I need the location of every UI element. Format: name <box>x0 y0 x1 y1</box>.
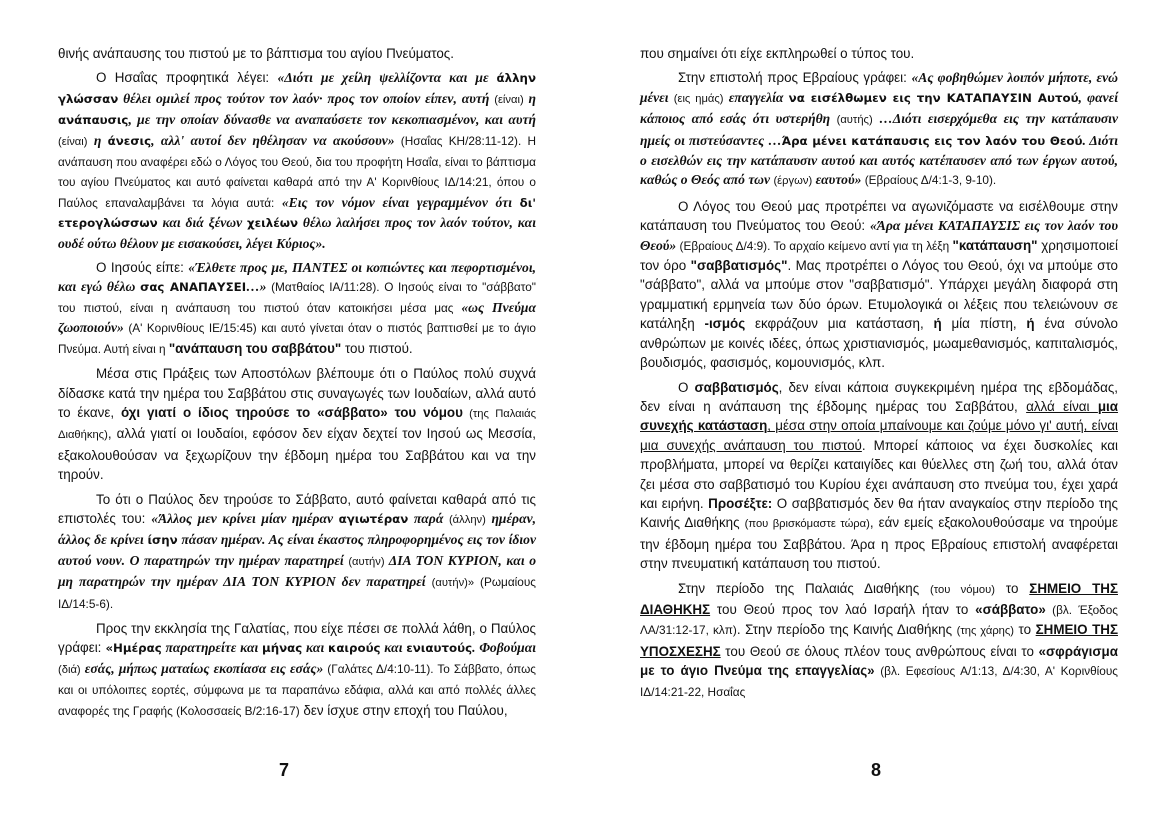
left-paragraph-2: Ο Ησαΐας προφητικά λέγει: «Διότι με χείλη ψελλίζοντα και με άλλην γλώσσαν θέλει ομιλεί προς τούτον τον λαόν· προς τον οποίον είπεν, αυτή (είναι) η ανάπαυσις, με την οποίαν δύνασθε να αναπαύσετε τον κεκοπιασμένον, και αυτή (είναι) η άνεσις, αλλ' αυτοί δεν ηθέλησαν να ακούσουν» (Ησαΐας ΚΗ/28:11-12). Η ανάπαυση που αναφέρει εδώ ο Λόγος του Θεού, δια του προφήτη Ησαΐα, είναι το βάπτισμα του αγίου Πνεύματος και αυτό φαίνεται καθαρά από την Α' Κορινθίους ΙΔ/14:21, όπου ο Παύλος επαναλαμβάνει τα λόγια αυτά: «Εις τον νόμον είναι γεγραμμένον ότι δι' ετερογλώσσων και διά ξένων χειλέων θέλω λαλήσει προς τον λαόν τούτον, και ουδέ ούτω θέλουν με εισακούσει, λέγει Κύριος». <box>58 70 537 251</box>
left-page <box>58 44 536 726</box>
right-page-number: 8 <box>871 760 882 780</box>
right-paragraph-1: που σημαίνει ότι είχε εκπληρωθεί ο τύπος του. <box>640 46 915 61</box>
right-paragraph-2: Στην επιστολή προς Εβραίους γράφει: «Ας φοβηθώμεν λοιπόν μήποτε, ενώ μένει (εις ημάς) επαγγελία να εισέλθωμεν εις την ΚΑΤΑΠΑΥΣΙΝ Αυτού, φανεί κάποιος από εσάς ότι υστερήθη (αυτής) …Διότι εισερχόμεθα εις την κατάπαυσιν ημείς οι πιστεύσαντες …Άρα μένει κατάπαυσις εις τον λαόν του Θεού. Διότι ο εισελθών εις την κατάπαυσιν αυτού και αυτός κατέπαυσεν από των έργων αυτού, καθώς ο Θεός από των (έργων) εαυτού» (Εβραίους Δ/4:1-3, 9-10). <box>640 70 1119 188</box>
right-page <box>640 44 1118 707</box>
right-paragraph-5: Στην περίοδο της Παλαιάς Διαθήκης (του νόμου) το ΣΗΜΕΙΟ ΤΗΣ ΔΙΑΘΗΚΗΣ του Θεού προς τον λαό Ισραήλ ήταν το «σάββατο» (βλ. Έξοδος ΛΑ/31:12-17, κλπ). Στην περίοδο της Καινής Διαθήκης (της χάρης) το ΣΗΜΕΙΟ ΤΗΣ ΥΠΟΣΧΕΣΗΣ του Θεού σε όλους πλέον τους ανθρώπους είναι το «σφράγισμα με το άγιο Πνεύμα της επαγγελίας» (βλ. Εφεσίους Α/1:13, Δ/4:30, Α' Κορινθίους ΙΔ/14:21-22, Ησαΐας <box>640 580 1118 699</box>
left-paragraph-6: Προς την εκκλησία της Γαλατίας, που είχε πέσει σε πολλά λάθη, ο Παύλος γράφει: «Ημέρας παρατηρείτε και μήνας και καιρούς και ενιαυτούς. Φοβούμαι (διά) εσάς, μήπως ματαίως εκοπίασα εις εσάς» (Γαλάτες Δ/4:10-11). Το Σάββατο, όπως και οι υπόλοιπες εορτές, σύμφωνα με τα παραπάνω εδάφια, αλλά και από πολλές άλλες αναφορές της Γραφής (Κολοσσαείς Β/2:16-17) δεν ίσχυε στην εποχή του Παύλου, <box>58 620 536 718</box>
left-paragraph-3: Ο Ιησούς είπε: «Έλθετε προς με, ΠΑΝΤΕΣ οι κοπιώντες και πεφορτισμένοι, και εγώ θέλω σας ΑΝΑΠΑΥΣΕΙ…» (Ματθαίος ΙΑ/11:28). Ο Ιησούς είναι το "σάββατο" του πιστού, είναι η ανάπαυση του πιστού όταν κατοικήσει μέσα μας «ως Πνεύμα ζωοποιούν» (Α' Κορινθίους ΙΕ/15:45) και αυτό γίνεται όταν ο πιστός βαπτισθεί με το άγιο Πνεύμα. Αυτή είναι η "ανάπαυση του σαββάτου" του πιστού. <box>58 260 536 356</box>
right-paragraph-3: Ο Λόγος του Θεού μας προτρέπει να αγωνιζόμαστε να εισέλθουμε στην κατάπαυση του Πνεύματος του Θεού: «Άρα μένει ΚΑΤΑΠΑΥΣΙΣ εις τον λαόν του Θεού» (Εβραίους Δ/4:9). Το αρχαίο κείμενο αντί για τη λέξη "κατάπαυση" χρησιμοποιεί τον όρο "σαββατισμός". Μας προτρέπει ο Λόγος του Θεού, όχι να μπούμε στο "σάββατο", αλλά να μπούμε στον "σαββατισμό". Υπάρχει μεγάλη διαφορά στη γραμματική ερμηνεία των δύο όρων. Ετυμολογικά οι λέξεις που τελειώνουν σε κατάληξη -ισμός εκφράζουν μια κατάσταση, ή μία πίστη, ή ένα σύνολο ανθρώπων με κοινές ιδέες, όπως χριστιανισμός, μωαμεθανισμός, καπιταλισμός, βουδισμός, φασισμός, κομουνισμός, κλπ. <box>640 198 1119 371</box>
right-paragraph-4: Ο σαββατισμός, δεν είναι κάποια συγκεκριμένη ημέρα της εβδομάδας, δεν είναι η ανάπαυση της έβδομης ημέρας του Σαββάτου, αλλά είναι μια συνεχής κατάσταση, μέσα στην οποία μπαίνουμε και ζούμε μόνο γι' αυτή, είναι μια συνεχής ανάπαυση του πιστού. Μπορεί κάποιος να έχει δυσκολίες και προβλήματα, μπορεί να θερίζει καταιγίδες και θύελλες στη ζωή του, αλλά όταν ζει μέσα στο σαββατισμό του Κυρίου έχει ανάπαυση στο πνεύμα του, έχει χαρά και ειρήνη. Προσέξτε: Ο σαββατισμός δεν θα ήταν αναγκαίος στην περίοδο της Καινής Διαθήκης (που βρισκόμαστε τώρα), εάν εμείς εξακολουθούσαμε να τηρούμε την έβδομη ημέρα του Σαββάτου. Άρα η προς Εβραίους επιστολή αναφέρεται στην πνευματική κατάπαυση του πιστού. <box>640 379 1119 572</box>
left-paragraph-1: θινής ανάπαυσης του πιστού με το βάπτισμα του αγίου Πνεύματος. <box>58 46 454 61</box>
left-paragraph-4: Μέσα στις Πράξεις των Αποστόλων βλέπουμε ότι ο Παύλος πολύ συχνά δίδασκε κατά την ημέρα του Σαββάτου στις συναγωγές των Ιουδαίων, αλλά αυτό το έκανε, όχι γιατί ο ίδιος τηρούσε το «σάββατο» του νόμου (της Παλαιάς Διαθήκης), αλλά γιατί οι Ιουδαίοι, εφόσον δεν είχαν δεχτεί τον Ιησού ως Μεσσία, εξακολουθούσαν να ξεχωρίζουν την έβδομη ημέρα του Σαββάτου και να την τηρούν. <box>58 366 536 483</box>
left-paragraph-5: Το ότι ο Παύλος δεν τηρούσε το Σάββατο, αυτό φαίνεται καθαρά από τις επιστολές του: «Άλλος μεν κρίνει μίαν ημέραν αγιωτέραν παρά (άλλην) ημέραν, άλλος δε κρίνει ίσην πάσαν ημέραν. Ας είναι έκαστος πληροφορημένος εις τον ίδιον αυτού νουν. Ο παρατηρών την ημέραν παρατηρεί (αυτήν) ΔΙΑ ΤΟΝ ΚΥΡΙΟΝ, και ο μη παρατηρών την ημέραν ΔΙΑ ΤΟΝ ΚΥΡΙΟΝ δεν παρατηρεί (αυτήν)» (Ρωμαίους ΙΔ/14:5-6). <box>58 491 537 611</box>
left-page-number: 7 <box>279 760 290 780</box>
